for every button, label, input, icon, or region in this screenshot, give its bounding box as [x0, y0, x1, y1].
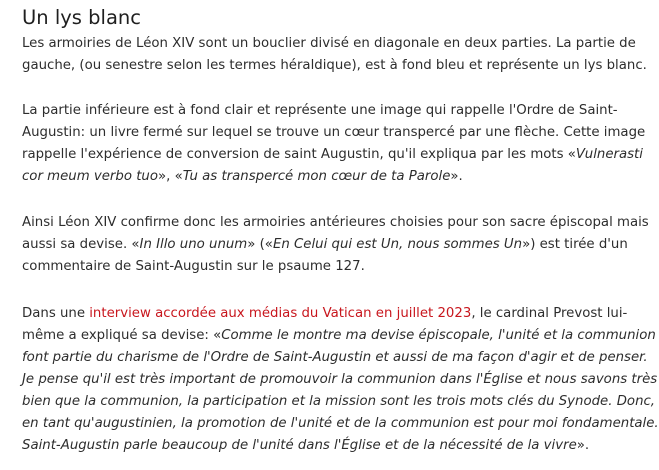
- quote-text: bien que la communion, la participation et la mission sont les trois mots clés du Synode. Donc,: [22, 394, 656, 409]
- latin-quote: Vulnerasti: [575, 147, 643, 162]
- paragraph-3-line-1: [22, 212, 649, 234]
- text: même a expliqué sa devise: «: [22, 328, 222, 343]
- paragraph-4-line-7: [22, 435, 589, 457]
- text: Dans une: [22, 306, 90, 321]
- paragraph-3-line-3: [22, 256, 365, 278]
- paragraph-4-line-4: [22, 369, 657, 391]
- paragraph-1-line-1: [22, 33, 636, 55]
- quote-text: Je pense qu'il est très important de promouvoir la communion dans l'Église et nous savons très: [22, 372, 658, 387]
- paragraph-4-line-3: [22, 347, 648, 369]
- paragraph-4-line-1: [22, 303, 627, 325]
- quote-text: Comme le montre ma devise épiscopale, l'unité et la communion: [221, 328, 656, 343]
- paragraph-2-line-2: [22, 122, 645, 144]
- text: aussi sa devise. «: [22, 237, 140, 252]
- text: Augustin: un livre fermé sur lequel se trouve un cœur transpercé par une flèche. Cette image: [22, 125, 646, 140]
- paragraph-4-line-2: [22, 325, 656, 347]
- paragraph-2-line-3: [22, 144, 643, 166]
- text: Les armoiries de Léon XIV sont un bouclier divisé en diagonale en deux parties. La partie de: [22, 36, 636, 51]
- text: ») est tirée d'un: [522, 237, 628, 252]
- quote-text: en tant qu'augustinien, la promotion de l'unité et de la communion est pour moi fondamentale.: [22, 416, 659, 431]
- text: , le cardinal Prevost lui-: [471, 306, 628, 321]
- text: rappelle l'expérience de conversion de saint Augustin, qu'il expliqua par les mots «: [22, 147, 576, 162]
- text: Ainsi Léon XIV confirme donc les armoiries antérieures choisies pour son sacre épiscopal mais: [22, 215, 649, 230]
- paragraph-4-line-5: [22, 391, 655, 413]
- paragraph-2-line-4: [22, 166, 463, 188]
- text: La partie inférieure est à fond clair et représente une image qui rappelle l'Ordre de Saint-: [22, 103, 618, 118]
- text: commentaire de Saint-Augustin sur le psaume 127.: [22, 259, 365, 274]
- text: » («: [247, 237, 273, 252]
- paragraph-3-line-2: [22, 234, 628, 256]
- quote-text: font partie du charisme de l'Ordre de Saint-Augustin et aussi de ma façon d'agir et de penser.: [22, 350, 648, 365]
- text: ».: [576, 438, 590, 453]
- section-heading: Un lys blanc: [22, 6, 141, 29]
- paragraph-4-line-6: [22, 413, 659, 435]
- french-translation: Tu as transpercé mon cœur de ta Parole: [182, 169, 451, 184]
- paragraph-2-line-1: [22, 100, 618, 122]
- text: ».: [450, 169, 463, 184]
- text: gauche, (ou senestre selon les termes héraldique), est à fond bleu et représente un lys blanc.: [22, 58, 647, 73]
- latin-quote: cor meum verbo tuo: [22, 169, 158, 184]
- interview-link[interactable]: interview accordée aux médias du Vatican en juillet 2023: [89, 306, 472, 321]
- quote-text: Saint-Augustin parle beaucoup de l'unité dans l'Église et de la nécessité de la vivre: [22, 438, 577, 453]
- motto-latin: In Illo uno unum: [139, 237, 248, 252]
- motto-french: En Celui qui est Un, nous sommes Un: [272, 237, 523, 252]
- paragraph-1-line-2: [22, 55, 647, 77]
- text: », «: [157, 169, 183, 184]
